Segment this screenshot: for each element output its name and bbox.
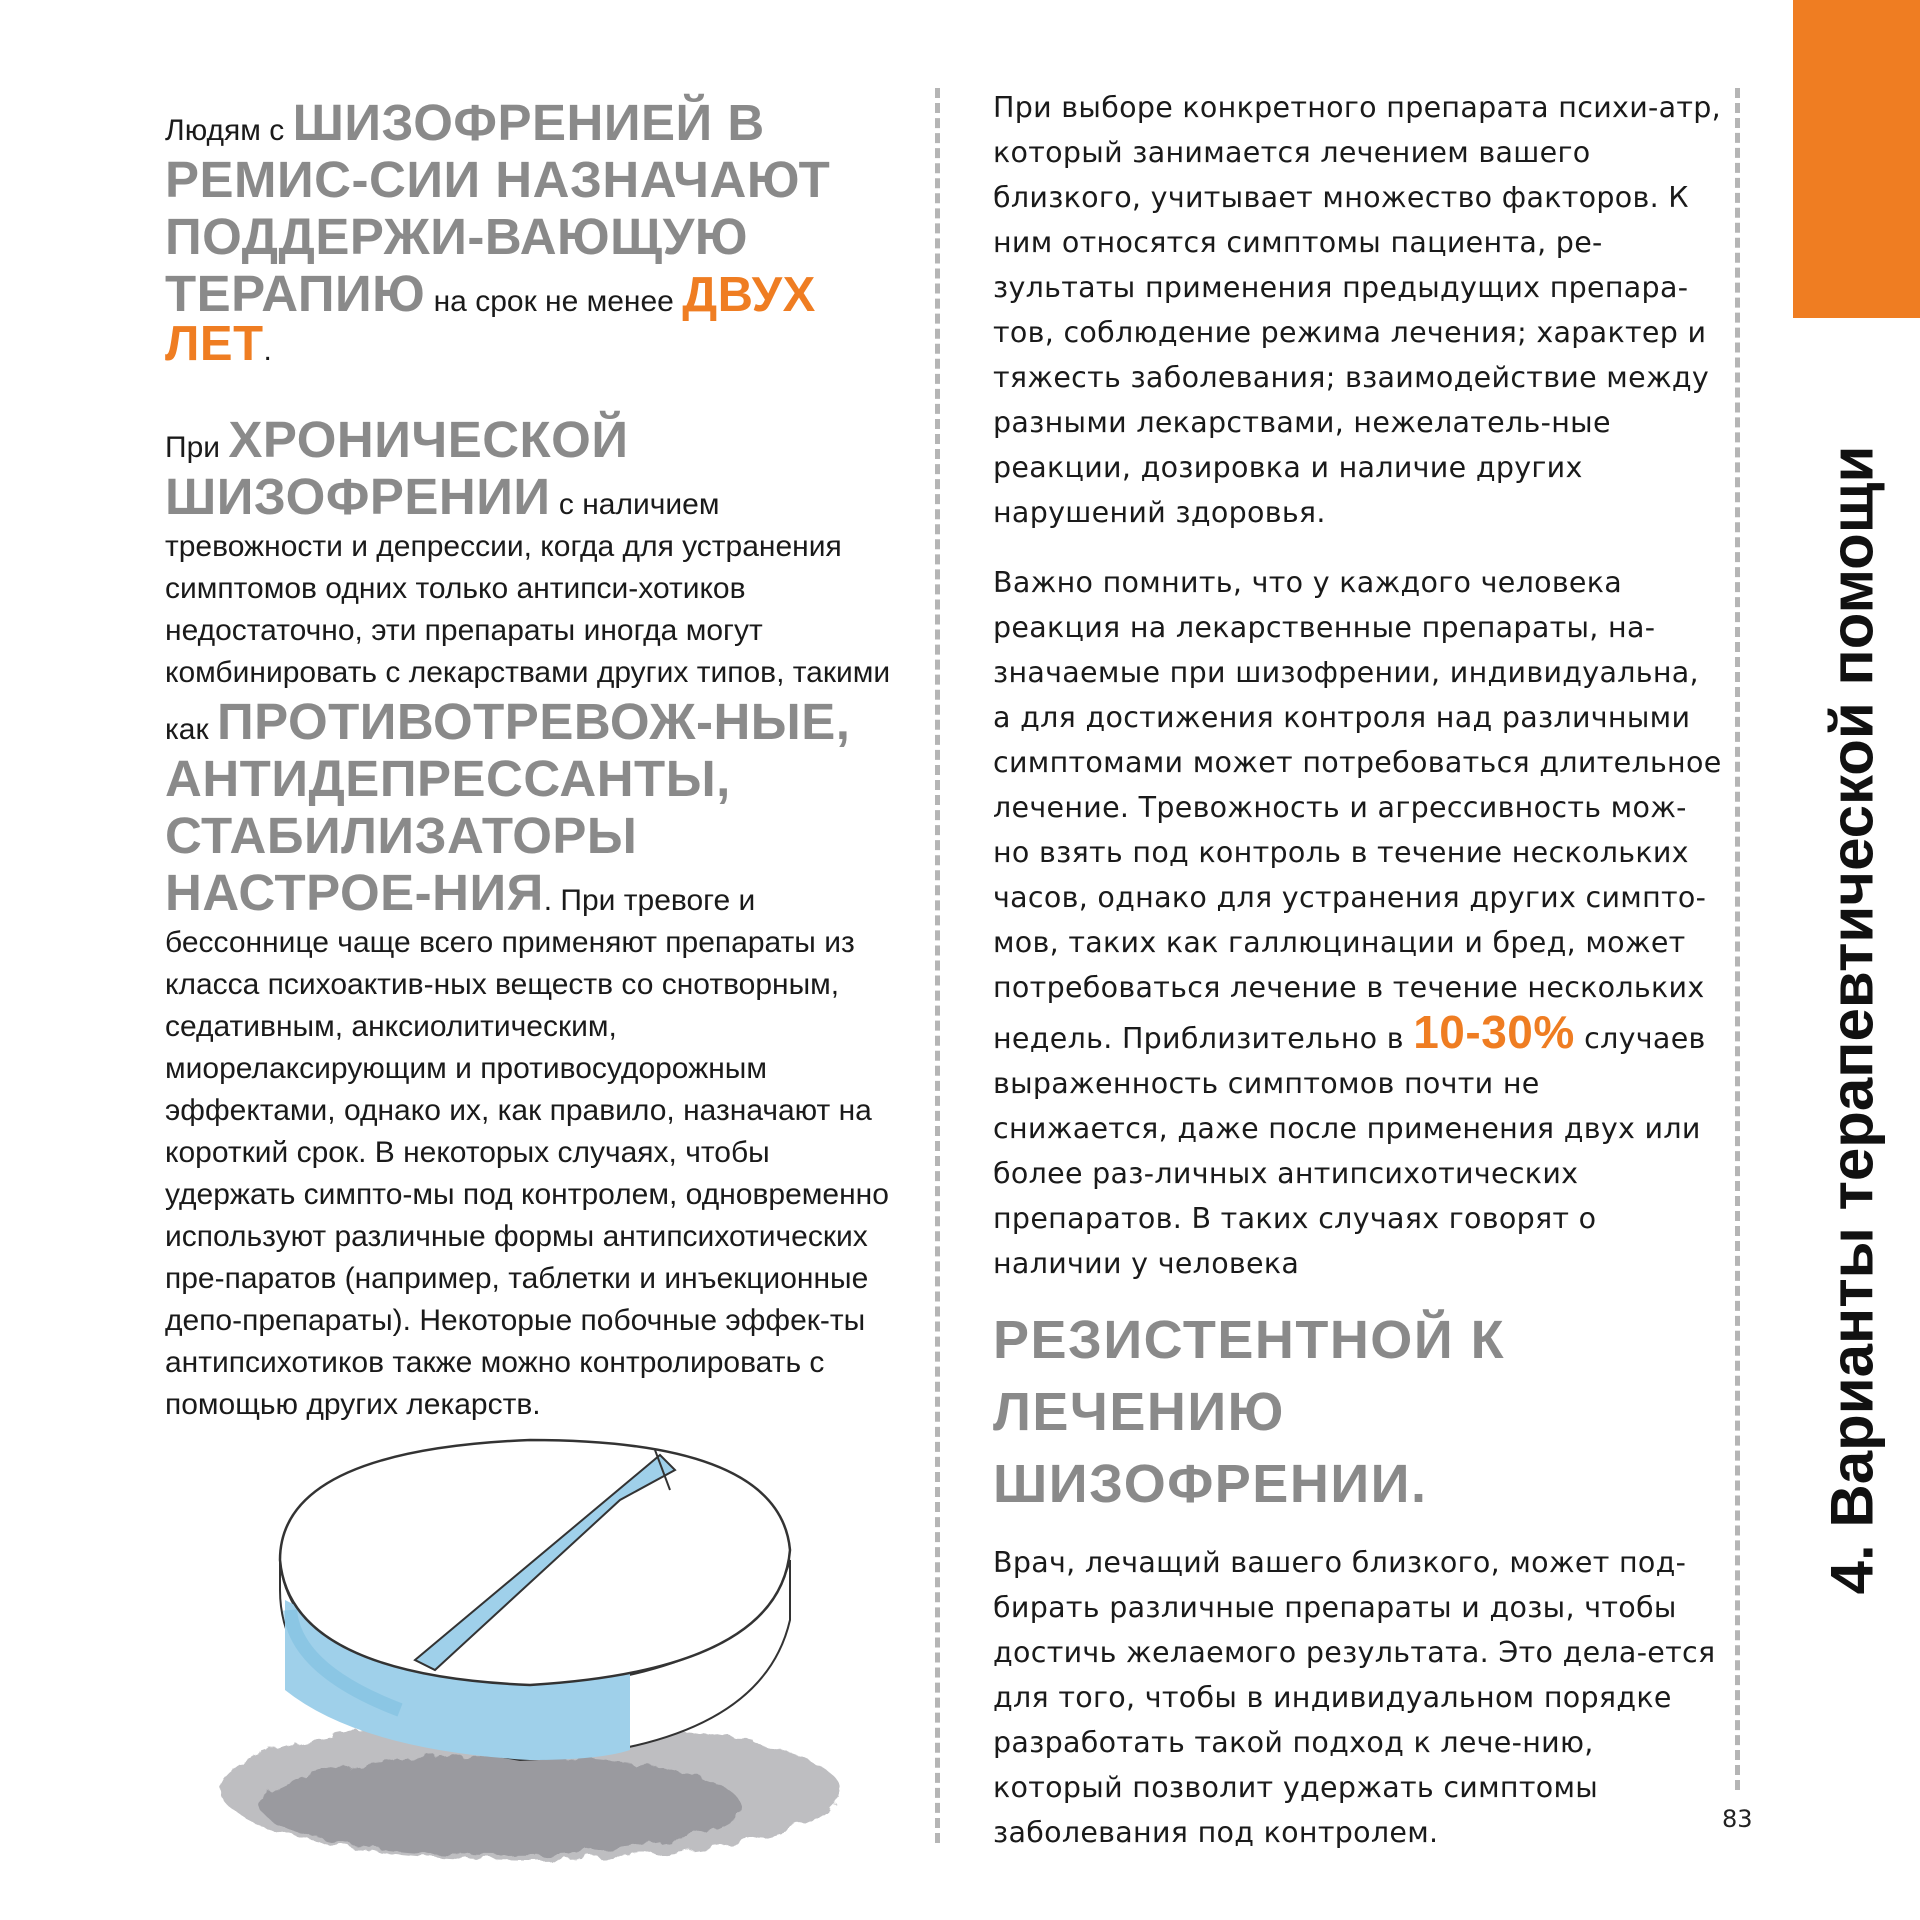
paragraph-doctor: Врач, лечащий вашего близкого, может под-бирать различные препараты и дозы, чтобы достичь желаемого результата. Это дела-ется для того, чтобы в индивидуальном порядке разработать такой подход к лече-нию, который позволит удержать симптомы заболевания под контролем. <box>993 1546 1716 1849</box>
column-divider-left <box>935 88 940 1843</box>
chapter-tab <box>1793 0 1920 318</box>
emphasis-chronic: ХРОНИЧЕСКОЙ ШИЗОФРЕНИИ <box>165 411 629 525</box>
column-divider-right <box>1735 88 1740 1790</box>
emphasis-drug-classes: ПРОТИВОТРЕВОЖ-НЫЕ, АНТИДЕПРЕССАНТЫ, СТАБИЛИЗАТОРЫ НАСТРОЕ-НИЯ <box>165 693 851 921</box>
paragraph-response: Важно помнить, что у каждого человека реакция на лекарственные препараты, на-значаемые при шизофрении, индивидуальна, а для достижения контроля над различными симптомами может потребоваться длительное лечение. Тревожность и агрессивность мож-но взять под контроль в течение нескольких часов, однако для устранения других симпто-мов, таких как галлюцинации и бред, может потребоваться лечение в течение нескольких недель. Приблизительно в 10-30% случаев выраженность симптомов почти не снижается, даже после применения двух или более раз-личных антипсихотических препаратов. В таких случаях говорят о наличии у человека <box>993 566 1722 1280</box>
paragraph-chronic: При ХРОНИЧЕСКОЙ ШИЗОФРЕНИИ с наличием тревожности и депрессии, когда для устранения симптомов одних только антипси-хотиков недостаточно, эти препараты иногда могут комбинировать с лекарствами других типов, такими как ПРОТИВОТРЕВОЖ-НЫЕ, АНТИДЕПРЕССАНТЫ, СТАБИЛИЗАТОРЫ НАСТРОЕ-НИЯ. При тревоге и бессоннице чаще всего применяют препараты из класса психоактив-ных веществ со снотворным, седативным, анксиолитическим, миорелаксирующим и противосудорожным эффектами, однако их, как правило, назначают на короткий срок. В некоторых случаях, чтобы удержать симпто-мы под контролем, одновременно используют различные формы антипсихотических пре-паратов (например, таблетки и инъекционные депо-препараты). Некоторые побочные эффек-ты антипсихотиков также можно контролировать с помощью других лекарств. <box>165 411 891 1421</box>
left-column <box>165 95 900 1426</box>
emphasis-two-years: ДВУХ ЛЕТ <box>165 268 816 371</box>
chapter-title: 4. Варианты терапевтической помощи <box>1818 445 1886 1595</box>
paragraph-maintenance: Людям с ШИЗОФРЕНИЕЙ В РЕМИС-СИИ НАЗНАЧАЮТ ПОДДЕРЖИ-ВАЮЩУЮ ТЕРАПИЮ на срок не менее ДВУХ ЛЕТ. <box>165 94 831 371</box>
page-number: 83 <box>1722 1805 1753 1833</box>
paragraph-factors: При выборе конкретного препарата психи-атр, который занимается лечением вашего близкого, учитывает множество факторов. К ним относятся симптомы пациента, ре-зультаты применения предыдущих препара-тов, соблюдение режима лечения; характер и тяжесть заболевания; взаимодействие между разными лекарствами, нежелатель-ные реакции, дозировка и наличие других нарушений здоровья. <box>993 91 1722 529</box>
heading-resistant: РЕЗИСТЕНТНОЙ К ЛЕЧЕНИЮ ШИЗОФРЕНИИ. <box>993 1310 1506 1514</box>
emphasis-remission: ШИЗОФРЕНИЕЙ В РЕМИС-СИИ НАЗНАЧАЮТ ПОДДЕРЖИ-ВАЮЩУЮ ТЕРАПИЮ <box>165 94 831 322</box>
pill-illustration <box>200 1420 840 1880</box>
right-column <box>993 85 1723 1855</box>
emphasis-percentage: 10-30% <box>1413 1006 1575 1058</box>
